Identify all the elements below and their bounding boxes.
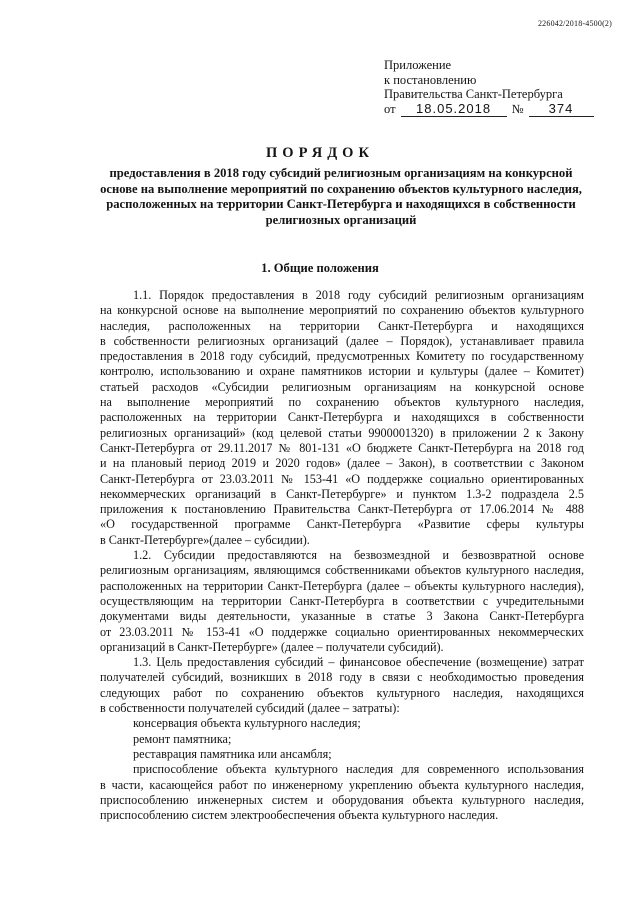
page-title: ПОРЯДОК	[266, 145, 374, 161]
paragraph-line: получателей субсидий, возникших в 2018 году в связи с необходимостью проведения	[100, 670, 584, 685]
paragraph-line: предоставления в 2018 году субсидий, предусмотренных Комитету по государственному	[100, 349, 584, 364]
paragraph-line: наследия, расположенных на территории Санкт-Петербурга и находящихся	[100, 318, 584, 333]
paragraph-line: приложения к постановлению Правительства Санкт-Петербурга от 17.06.2014 № 488	[100, 502, 584, 517]
from-label: от	[384, 101, 396, 116]
list-item: приспособление объекта культурного наследия для современного использования	[133, 762, 584, 777]
document-subtitle	[100, 166, 582, 228]
paragraph-line: в собственности религиозных организаций (далее – Порядок), устанавливает правила	[100, 333, 584, 348]
paragraph-line: 1.3. Цель предоставления субсидий – финансовое обеспечение (возмещение) затрат	[133, 655, 584, 670]
list-item: реставрация памятника или ансамбля;	[133, 746, 332, 761]
appendix-line-3: Правительства Санкт-Петербурга	[384, 87, 563, 102]
paragraph-line: документами виды деятельности, указанные в статье 3 Закона Санкт-Петербурга	[100, 609, 584, 624]
list-item: консервация объекта культурного наследия;	[133, 716, 361, 731]
subtitle-line: основе на выполнение мероприятий по сохранению объектов культурного наследия,	[100, 181, 582, 196]
paragraph-line: религиозным организациям, являющимся собственниками объектов культурного наследия,	[100, 563, 584, 578]
paragraph-line: приспособлению систем электрообеспечения объекта культурного наследия.	[100, 808, 499, 823]
paragraph-line: в части, касающейся работ по инженерному укреплению объекта культурного наследия,	[100, 777, 584, 792]
paragraph-line: Санкт-Петербурга от 23.03.2011 № 153-41 «О поддержке социально ориентированных	[100, 471, 584, 486]
resolution-reference	[384, 102, 594, 118]
subtitle-line: религиозных организаций	[265, 212, 417, 227]
paragraph-line: статьей расходов «Субсидии религиозным организациям на конкурсной основе	[100, 379, 584, 394]
paragraph-line: расположенных на территории Санкт-Петербурга (далее – объекты культурного наследия),	[100, 578, 584, 593]
paragraph-line: от 23.03.2011 № 153-41 «О поддержке социально ориентированных некоммерческих	[100, 624, 584, 639]
document-number: 226042/2018-4500(2)	[537, 19, 612, 28]
paragraph-line: в собственности получателей субсидий (далее – затраты):	[100, 701, 400, 716]
paragraph-line: организаций в Санкт-Петербурге» (далее – получатели субсидий).	[100, 639, 444, 654]
appendix-block	[384, 58, 594, 117]
number-label: №	[511, 101, 524, 116]
paragraph-line: религиозных организаций» (код целевой статьи 9900001320) в приложении 2 к Закону	[100, 425, 584, 440]
appendix-line-1: Приложение	[384, 58, 452, 72]
resolution-date: 18.05.2018	[401, 102, 507, 118]
paragraph-line: Санкт-Петербурга от 29.11.2017 № 801-131 «О бюджете Санкт-Петербурга на 2018 год	[100, 440, 584, 455]
paragraph-line: 1.1. Порядок предоставления в 2018 году субсидий религиозным организациям	[133, 288, 584, 302]
paragraph-line: осуществляющим на территории Санкт-Петербурга в соответствии с учредительными	[100, 593, 584, 608]
paragraph-line: 1.2. Субсидии предоставляются на безвозмездной и безвозвратной основе	[133, 548, 584, 563]
subtitle-line: предоставления в 2018 году субсидий религиозным организациям на конкурсной	[109, 166, 573, 180]
paragraph-line: контролю, использованию и охране памятников истории и культуры (далее – Комитет)	[100, 364, 584, 379]
section-heading: 1. Общие положения	[261, 261, 379, 275]
paragraph-line: «О государственной программе Санкт-Петербурга «Развитие сферы культуры	[100, 517, 584, 532]
paragraph-line: на выполнение мероприятий по сохранению объектов культурного наследия,	[100, 395, 584, 410]
paragraph-line: в Санкт-Петербурге»(далее – субсидии).	[100, 532, 310, 547]
paragraph-line: некоммерческих организаций в Санкт-Петербурге» и пунктом 1.3-2 подраздела 2.5	[100, 486, 584, 501]
document-body	[100, 288, 584, 823]
subtitle-line: расположенных на территории Санкт-Петербурга и находящихся в собственности	[106, 197, 576, 211]
resolution-number: 374	[529, 102, 594, 118]
paragraph-line: и на плановый период 2019 и 2020 годов» (далее – Закон), в соответствии с Законом	[100, 456, 584, 471]
paragraph-line: на конкурсной основе на выполнение мероприятий по сохранению объектов культурного	[100, 303, 584, 318]
list-item: ремонт памятника;	[133, 731, 232, 746]
paragraph-line: расположенных на территории Санкт-Петербурга и находящихся в собственности	[100, 410, 584, 425]
appendix-line-2: к постановлению	[384, 72, 477, 87]
paragraph-line: приспособлению инженерных систем и оборудования объекта культурного наследия,	[100, 792, 584, 807]
paragraph-line: следующих работ по сохранению объектов культурного наследия, находящихся	[100, 685, 584, 700]
